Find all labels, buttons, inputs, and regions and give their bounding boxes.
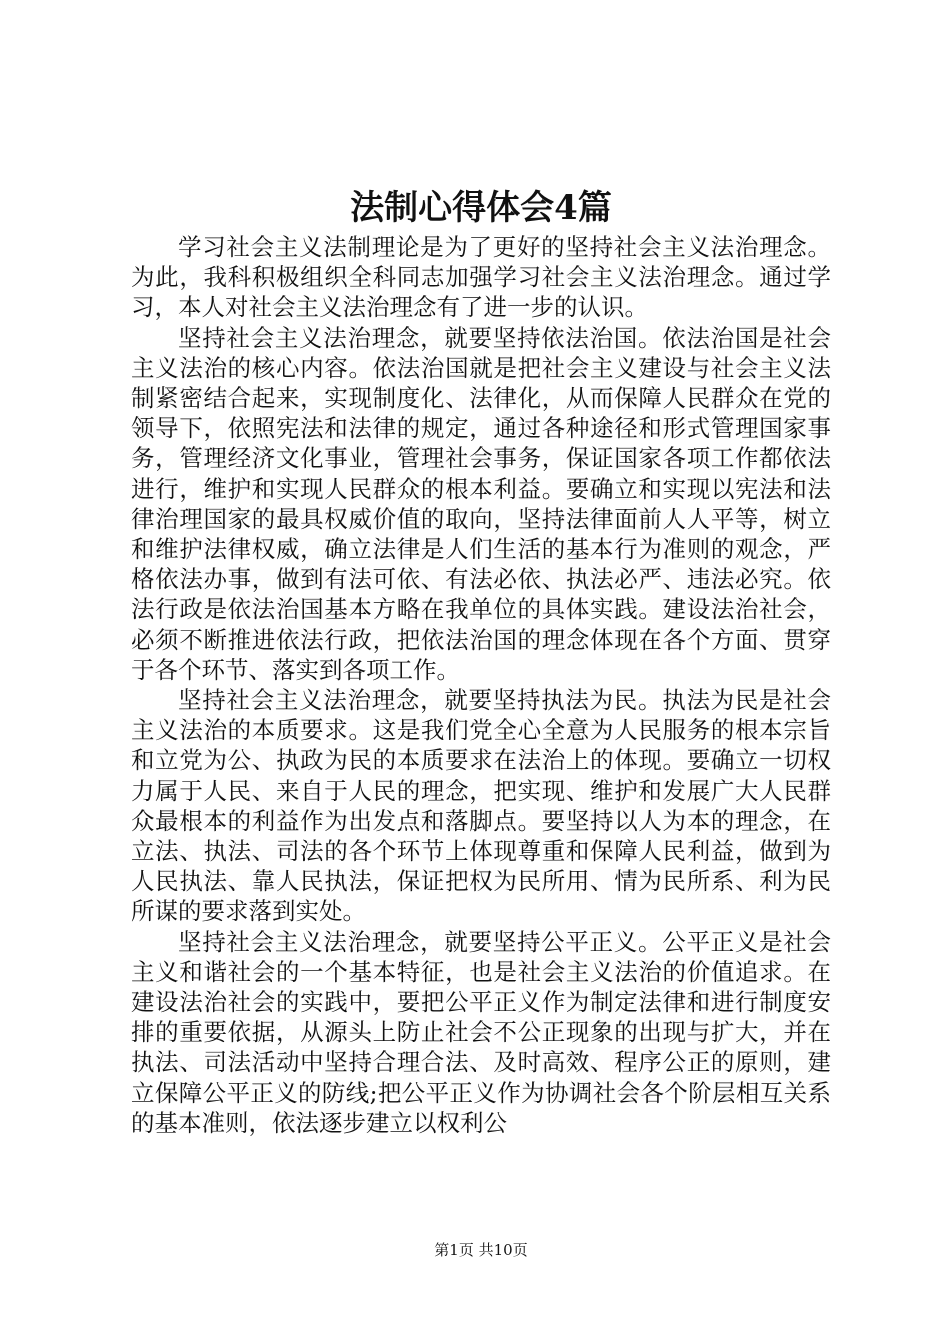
document-title: 法制心得体会4篇 [350, 188, 612, 228]
document-body [131, 232, 831, 1138]
paragraph: 学习社会主义法制理论是为了更好的坚持社会主义法治理念。为此，我科积极组织全科同志加强学习社会主义法治理念。通过学习，本人对社会主义法治理念有了进一步的认识。 [131, 233, 831, 322]
paragraph: 坚持社会主义法治理念，就要坚持执法为民。执法为民是社会主义法治的本质要求。这是我们党全心全意为人民服务的根本宗旨和立党为公、执政为民的本质要求在法治上的体现。要确立一切权力属于人民、来自于人民的理念，把实现、维护和发展广大人民群众最根本的利益作为出发点和落脚点。要坚持以人为本的理念，在立法、执法、司法的各个环节上体现尊重和保障人民利益，做到为人民执法、靠人民执法，保证把权为民所用、情为民所系、利为民所谋的要求落到实处。 [131, 686, 831, 926]
paragraph: 坚持社会主义法治理念，就要坚持公平正义。公平正义是社会主义和谐社会的一个基本特征，也是社会主义法治的价值追求。在建设法治社会的实践中，要把公平正义作为制定法律和进行制度安排的重要依据，从源头上防止社会不公正现象的出现与扩大，并在执法、司法活动中坚持合理合法、及时高效、程序公正的原则，建立保障公平正义的防线;把公平正义作为协调社会各个阶层相互关系的基本准则，依法逐步建立以权利公 [131, 927, 831, 1137]
paragraph: 坚持社会主义法治理念，就要坚持依法治国。依法治国是社会主义法治的核心内容。依法治国就是把社会主义建设与社会主义法制紧密结合起来，实现制度化、法律化，从而保障人民群众在党的领导下，依照宪法和法律的规定，通过各种途径和形式管理国家事务，管理经济文化事业，管理社会事务，保证国家各项工作都依法进行，维护和实现人民群众的根本利益。要确立和实现以宪法和法律治理国家的最具权威价值的取向，坚持法律面前人人平等，树立和维护法律权威，确立法律是人们生活的基本行为准则的观念，严格依法办事，做到有法可依、有法必依、执法必严、违法必究。依法行政是依法治国基本方略在我单位的具体实践。建设法治社会，必须不断推进依法行政，把依法治国的理念体现在各个方面、贯穿于各个环节、落实到各项工作。 [131, 323, 831, 684]
document-page [131, 0, 831, 1344]
page-number-footer: 第1页 共10页 [434, 1241, 528, 1259]
